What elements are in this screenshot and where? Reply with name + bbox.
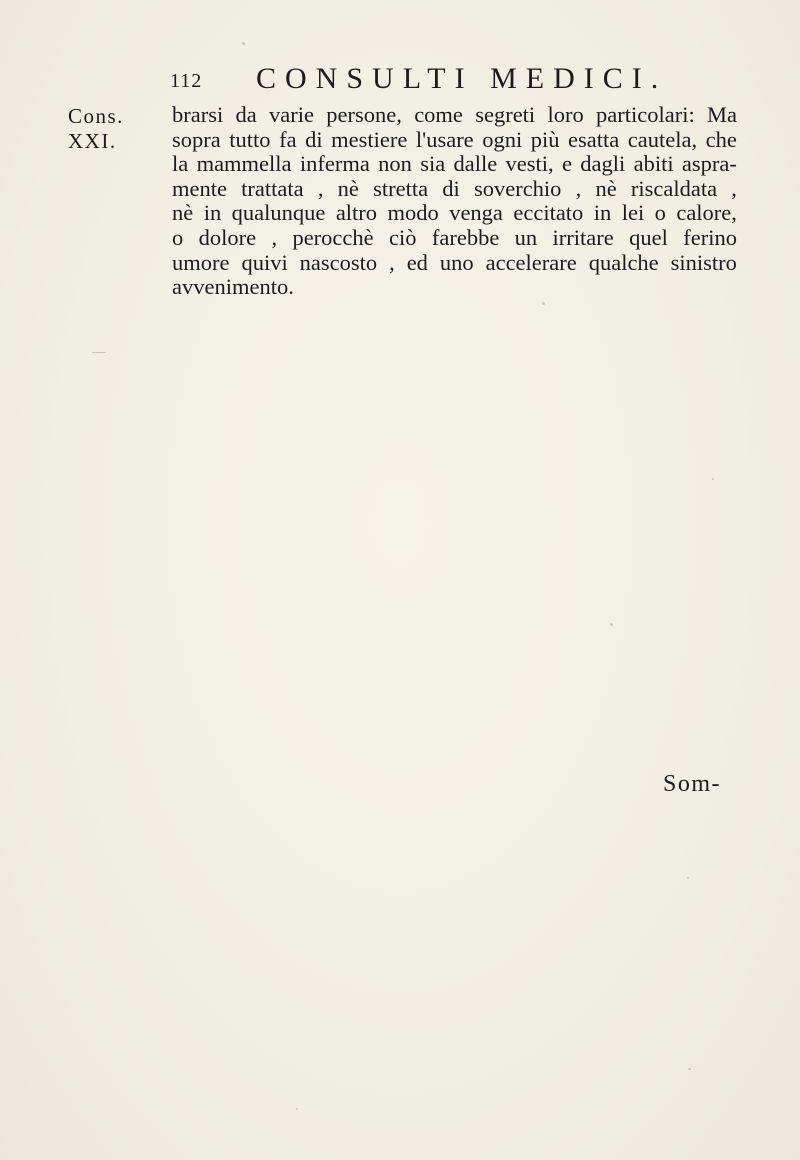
page-number: 112 [170, 70, 203, 92]
paper-speck [687, 877, 689, 879]
paper-speck [296, 1108, 298, 1110]
page-header [170, 62, 770, 102]
paper-speck [688, 1068, 691, 1070]
paper-speck [92, 352, 106, 353]
margin-note-consult-label: Cons. [68, 104, 124, 128]
text-line: nè in qualunque altro modo venga eccitato in lei o calore, [172, 200, 737, 226]
margin-note [68, 104, 168, 154]
text-line: umore quivi nascosto , ed uno accelerare qualche sinistro [172, 249, 737, 275]
text-line: sopra tutto fa di mestiere l'usare ogni più esatta cautela, che [172, 126, 737, 152]
body-paragraph [172, 103, 737, 300]
paper-speck [712, 478, 714, 480]
paper-speck [242, 42, 245, 45]
catchword: Som- [663, 771, 722, 797]
text-line: avvenimento. [172, 274, 294, 300]
text-line: o dolore , perocchè ciò farebbe un irritare quel ferino [172, 224, 737, 250]
paper-speck [610, 623, 613, 626]
running-title: CONSULTI MEDICI. [256, 62, 668, 95]
paper-speck [542, 302, 545, 305]
text-line: brarsi da varie persone, come segreti loro particolari: Ma [172, 102, 737, 127]
text-line: mente trattata , nè stretta di soverchio , nè riscaldata , [172, 175, 737, 201]
margin-note-consult-number: XXI. [68, 129, 117, 153]
text-line: la mammella inferma non sia dalle vesti, e dagli abiti aspra- [172, 151, 737, 177]
